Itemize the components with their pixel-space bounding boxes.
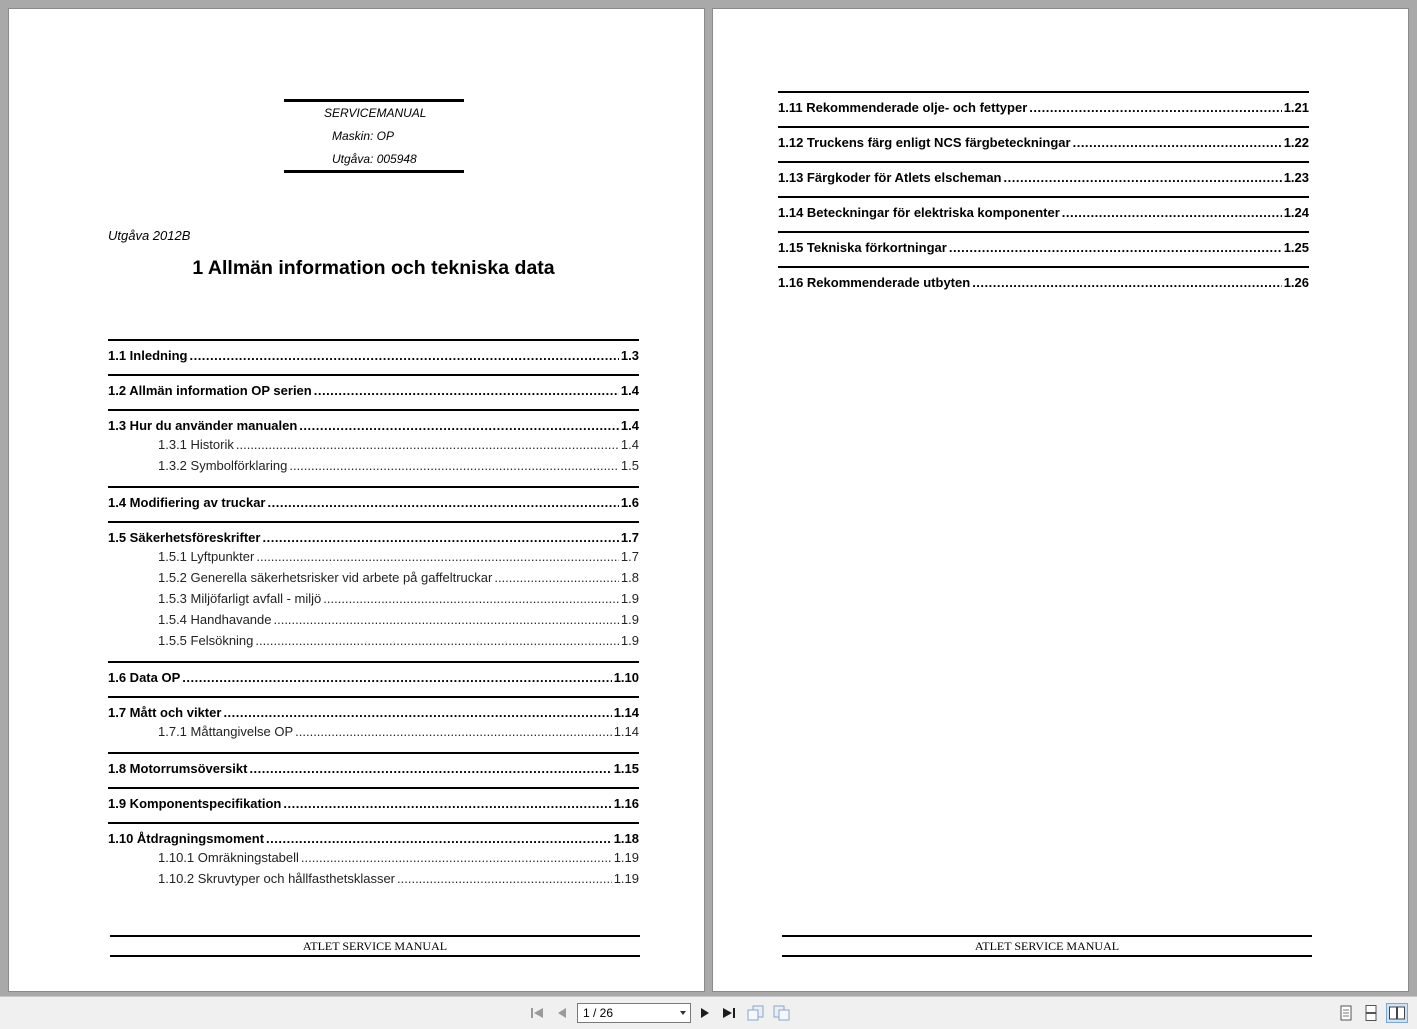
- toc-entry-1-12[interactable]: [778, 134, 1309, 151]
- toc-entry-1-16[interactable]: [778, 274, 1309, 291]
- toc-entry-title: 1.13 Färgkoder för Atlets elscheman: [778, 170, 1002, 185]
- toc-entry-page: 1.23: [1283, 170, 1309, 185]
- first-page-icon[interactable]: [528, 1003, 546, 1023]
- toc-leader: [273, 609, 618, 630]
- toc-section: [108, 409, 639, 476]
- toc-section: [108, 696, 639, 742]
- toc-section: [108, 339, 639, 364]
- toc-leader: [1062, 204, 1282, 221]
- toc-section: [108, 822, 639, 889]
- toc-section: [778, 161, 1309, 186]
- toc-leader: [249, 760, 611, 777]
- toc-leader: [949, 239, 1282, 256]
- toc-entry-1-8[interactable]: [108, 760, 639, 777]
- toc-entry-page: 1.22: [1283, 135, 1309, 150]
- toc-entry-title: 1.16 Rekommenderade utbyten: [778, 275, 971, 290]
- toc-section: [778, 231, 1309, 256]
- toc-entry-page: 1.26: [1283, 275, 1309, 290]
- toc-entry-1-10[interactable]: [108, 830, 639, 847]
- toc-entry-page: 1.21: [1283, 100, 1309, 115]
- chapter-title: 1 Allmän information och tekniska data: [192, 257, 555, 279]
- toc-subentry-page: 1.8: [620, 570, 639, 585]
- toc-entry-page: 1.15: [613, 761, 639, 776]
- go-forward-icon[interactable]: [772, 1003, 792, 1023]
- previous-page-icon[interactable]: [553, 1003, 571, 1023]
- toc-leader: [268, 494, 619, 511]
- toc-entry-title: 1.3 Hur du använder manualen: [108, 418, 298, 433]
- toc-entry-title: 1.6 Data OP: [108, 670, 181, 685]
- toc-entry-1-5[interactable]: [108, 529, 639, 546]
- toc-subentry-1-10-1[interactable]: [108, 847, 639, 868]
- toc-entry-title: 1.15 Tekniska förkortningar: [778, 240, 947, 255]
- toc-subentry-1-3-2[interactable]: [108, 455, 639, 476]
- header-bottom-rule: [284, 170, 464, 173]
- table-of-contents-continued: [778, 91, 1309, 301]
- toc-entry-1-13[interactable]: [778, 169, 1309, 186]
- toc-entry-title: 1.7 Mått och vikter: [108, 705, 222, 720]
- toc-subentry-title: 1.5.3 Miljöfarligt avfall - miljö: [158, 591, 322, 606]
- toc-leader: [256, 546, 619, 567]
- toc-entry-title: 1.9 Komponentspecifikation: [108, 796, 282, 811]
- page-footer: ATLET SERVICE MANUAL: [782, 935, 1312, 957]
- toc-entry-1-3[interactable]: [108, 417, 639, 434]
- toc-entry-1-6[interactable]: [108, 669, 639, 686]
- facing-pages-view-icon[interactable]: [1386, 1003, 1408, 1023]
- toc-section: [108, 486, 639, 511]
- toc-section: [108, 752, 639, 777]
- toc-leader: [262, 529, 618, 546]
- toc-entry-title: 1.4 Modifiering av truckar: [108, 495, 266, 510]
- toc-section: [108, 374, 639, 399]
- page-footer: ATLET SERVICE MANUAL: [110, 935, 640, 957]
- header-top-rule: [284, 99, 464, 102]
- toc-entry-page: 1.10: [613, 670, 639, 685]
- toc-leader: [223, 704, 611, 721]
- toc-entry-title: 1.11 Rekommenderade olje- och fettyper: [778, 100, 1028, 115]
- toc-subentry-1-5-3[interactable]: [108, 588, 639, 609]
- toc-leader: [1004, 169, 1282, 186]
- toc-entry-1-2[interactable]: [108, 382, 639, 399]
- toc-leader: [289, 455, 619, 476]
- toc-entry-title: 1.14 Beteckningar för elektriska komponenter: [778, 205, 1060, 220]
- single-page-view-icon[interactable]: [1335, 1003, 1357, 1023]
- toc-entry-page: 1.3: [620, 348, 639, 363]
- toc-leader: [283, 795, 611, 812]
- toc-entry-title: 1.10 Åtdragningsmoment: [108, 831, 265, 846]
- toc-section: [778, 91, 1309, 116]
- toc-entry-page: 1.4: [620, 383, 639, 398]
- toc-subentry-page: 1.14: [613, 724, 639, 739]
- toc-leader: [182, 669, 611, 686]
- toc-subentry-page: 1.5: [620, 458, 639, 473]
- toc-section: [108, 787, 639, 812]
- toc-entry-1-4[interactable]: [108, 494, 639, 511]
- toc-leader: [266, 830, 612, 847]
- toc-leader: [301, 847, 612, 868]
- toc-entry-title: 1.8 Motorrumsöversikt: [108, 761, 248, 776]
- toc-subentry-title: 1.7.1 Måttangivelse OP: [158, 724, 294, 739]
- edition-label: Utgåva 2012B: [108, 228, 191, 243]
- header-issue: Utgåva: 005948: [332, 152, 417, 166]
- toc-entry-title: 1.5 Säkerhetsföreskrifter: [108, 530, 261, 545]
- toc-subentry-1-5-2[interactable]: [108, 567, 639, 588]
- toc-subentry-page: 1.7: [620, 549, 639, 564]
- toc-entry-page: 1.24: [1283, 205, 1309, 220]
- toc-entry-1-14[interactable]: [778, 204, 1309, 221]
- continuous-view-icon[interactable]: [1360, 1003, 1382, 1023]
- toc-entry-1-7[interactable]: [108, 704, 639, 721]
- next-page-icon[interactable]: [696, 1003, 714, 1023]
- toc-entry-page: 1.4: [620, 418, 639, 433]
- toc-subentry-1-5-4[interactable]: [108, 609, 639, 630]
- toc-subentry-title: 1.10.2 Skruvtyper och hållfasthetsklasser: [158, 871, 396, 886]
- toc-entry-1-1[interactable]: [108, 347, 639, 364]
- toc-leader: [1029, 99, 1281, 116]
- toc-leader: [1073, 134, 1282, 151]
- toc-subentry-title: 1.5.5 Felsökning: [158, 633, 254, 648]
- toc-entry-1-9[interactable]: [108, 795, 639, 812]
- toc-entry-page: 1.25: [1283, 240, 1309, 255]
- header-manual-type: SERVICEMANUAL: [324, 106, 427, 120]
- toc-subentry-1-5-1[interactable]: [108, 546, 639, 567]
- toc-subentry-title: 1.5.2 Generella säkerhetsrisker vid arbete på gaffeltruckar: [158, 570, 493, 585]
- toc-entry-title: 1.12 Truckens färg enligt NCS färgbeteckningar: [778, 135, 1071, 150]
- toc-subentry-title: 1.5.4 Handhavande: [158, 612, 272, 627]
- table-of-contents: [108, 339, 639, 899]
- toc-subentry-title: 1.5.1 Lyftpunkter: [158, 549, 255, 564]
- toc-subentry-1-10-2[interactable]: [108, 868, 639, 889]
- toc-section: [108, 521, 639, 651]
- toc-subentry-1-7-1[interactable]: [108, 721, 639, 742]
- document-page-1: [8, 8, 705, 992]
- toc-entry-title: 1.1 Inledning: [108, 348, 188, 363]
- toc-subentry-1-3-1[interactable]: [108, 434, 639, 455]
- toc-leader: [494, 567, 619, 588]
- toc-subentry-title: 1.3.2 Symbolförklaring: [158, 458, 288, 473]
- toc-entry-page: 1.14: [613, 705, 639, 720]
- toc-section: [778, 266, 1309, 291]
- toc-subentry-page: 1.9: [620, 591, 639, 606]
- toc-subentry-page: 1.9: [620, 612, 639, 627]
- toc-subentry-page: 1.4: [620, 437, 639, 452]
- toc-leader: [314, 382, 619, 399]
- toc-entry-page: 1.6: [620, 495, 639, 510]
- toc-subentry-1-5-5[interactable]: [108, 630, 639, 651]
- toc-leader: [295, 721, 612, 742]
- toc-leader: [236, 434, 619, 455]
- toc-section: [778, 196, 1309, 221]
- document-page-2: [712, 8, 1409, 992]
- toc-leader: [397, 868, 612, 889]
- navigation-toolbar: [0, 996, 1417, 1029]
- toc-entry-1-11[interactable]: [778, 99, 1309, 116]
- toc-entry-page: 1.16: [613, 796, 639, 811]
- toc-entry-page: 1.18: [613, 831, 639, 846]
- toc-leader: [189, 347, 618, 364]
- toc-entry-1-15[interactable]: [778, 239, 1309, 256]
- toc-entry-title: 1.2 Allmän information OP serien: [108, 383, 312, 398]
- toc-subentry-title: 1.10.1 Omräkningstabell: [158, 850, 299, 865]
- toc-subentry-title: 1.3.1 Historik: [158, 437, 234, 452]
- toc-subentry-page: 1.9: [620, 633, 639, 648]
- chevron-down-icon: [680, 1011, 686, 1015]
- toc-subentry-page: 1.19: [613, 850, 639, 865]
- page-number-select[interactable]: [577, 1003, 691, 1023]
- header-machine: Maskin: OP: [332, 129, 395, 143]
- page-number-value: 1 / 26: [583, 1006, 614, 1020]
- toc-leader: [972, 274, 1282, 291]
- last-page-icon[interactable]: [720, 1003, 738, 1023]
- toc-leader: [323, 588, 619, 609]
- toc-leader: [299, 417, 619, 434]
- toc-section: [108, 661, 639, 686]
- toc-entry-page: 1.7: [620, 530, 639, 545]
- go-back-icon[interactable]: [746, 1003, 766, 1023]
- toc-subentry-page: 1.19: [613, 871, 639, 886]
- toc-section: [778, 126, 1309, 151]
- toc-leader: [255, 630, 619, 651]
